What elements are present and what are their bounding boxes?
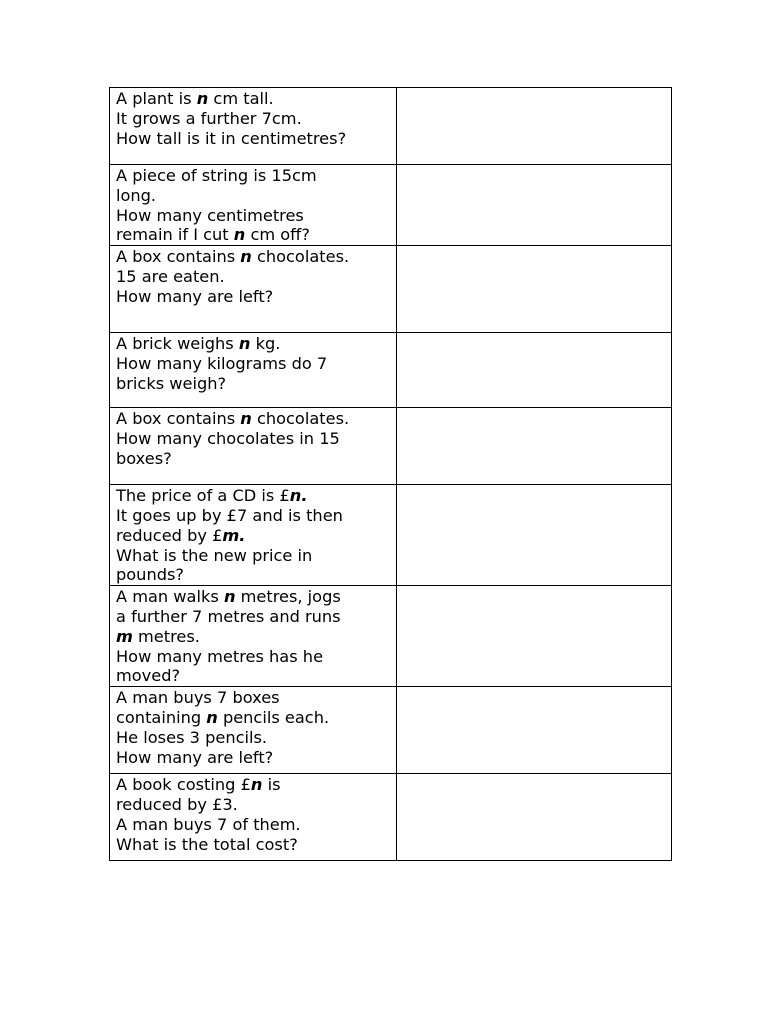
question-text: metres. bbox=[132, 626, 200, 646]
worksheet-table bbox=[109, 87, 672, 861]
question-line bbox=[116, 486, 390, 506]
question-text: A man buys 7 of them. bbox=[116, 814, 301, 834]
question-text: How tall is it in centimetres? bbox=[116, 128, 347, 148]
answer-cell[interactable] bbox=[397, 687, 672, 774]
question-text: How many chocolates in 15 bbox=[116, 428, 340, 448]
question-text: What is the total cost? bbox=[116, 834, 298, 854]
question-text: metres, jogs bbox=[235, 587, 341, 607]
question-line bbox=[116, 109, 390, 129]
question-line bbox=[116, 647, 390, 667]
question-text: moved? bbox=[116, 666, 181, 686]
question-line bbox=[116, 795, 390, 815]
question-text: reduced by £3. bbox=[116, 794, 238, 814]
question-cell bbox=[110, 586, 397, 687]
question-line bbox=[116, 429, 390, 449]
question-line bbox=[116, 666, 390, 686]
question-line bbox=[116, 506, 390, 526]
question-text: A man buys 7 boxes bbox=[116, 688, 280, 708]
question-cell bbox=[110, 246, 397, 333]
question-text: It goes up by £7 and is then bbox=[116, 505, 343, 525]
question-cell bbox=[110, 485, 397, 586]
question-text: How many are left? bbox=[116, 286, 274, 306]
question-line bbox=[116, 354, 390, 374]
question-text: A box contains bbox=[116, 247, 241, 267]
question-text: chocolates. bbox=[251, 409, 350, 429]
question-text: boxes? bbox=[116, 448, 172, 468]
question-cell bbox=[110, 687, 397, 774]
question-text: How many are left? bbox=[116, 747, 274, 767]
variable-symbol: n. bbox=[289, 486, 308, 506]
question-text: A man walks bbox=[116, 587, 224, 607]
variable-symbol: n bbox=[223, 587, 236, 607]
worksheet-row bbox=[110, 586, 672, 687]
question-text: chocolates. bbox=[251, 247, 350, 267]
question-text: cm off? bbox=[245, 225, 310, 245]
answer-cell[interactable] bbox=[397, 485, 672, 586]
variable-symbol: m. bbox=[222, 525, 246, 545]
worksheet-row bbox=[110, 333, 672, 408]
question-line bbox=[116, 546, 390, 566]
variable-symbol: n bbox=[233, 225, 246, 245]
question-line bbox=[116, 166, 390, 186]
question-line bbox=[116, 627, 390, 647]
question-text: bricks weigh? bbox=[116, 373, 227, 393]
variable-symbol: n bbox=[206, 707, 218, 727]
question-text: 15 are eaten. bbox=[116, 266, 225, 286]
question-line bbox=[116, 835, 390, 855]
question-line bbox=[116, 267, 390, 287]
question-text: is bbox=[262, 775, 281, 795]
question-cell bbox=[110, 165, 397, 246]
worksheet-row bbox=[110, 687, 672, 774]
question-text: cm tall. bbox=[208, 89, 274, 108]
question-line bbox=[116, 748, 390, 768]
worksheet-row bbox=[110, 485, 672, 586]
question-text: What is the new price in bbox=[116, 545, 313, 565]
question-text: long. bbox=[116, 185, 157, 205]
question-text: A plant is bbox=[116, 89, 197, 108]
variable-symbol: n bbox=[238, 334, 251, 354]
question-line bbox=[116, 186, 390, 206]
question-text: How many metres has he bbox=[116, 646, 324, 666]
answer-cell[interactable] bbox=[397, 586, 672, 687]
question-text: reduced by £ bbox=[116, 525, 223, 545]
question-line bbox=[116, 129, 390, 149]
question-text: kg. bbox=[250, 334, 281, 354]
question-line bbox=[116, 607, 390, 627]
question-text: A book costing £ bbox=[116, 775, 251, 795]
question-line bbox=[116, 334, 390, 354]
answer-cell[interactable] bbox=[397, 88, 672, 165]
worksheet-row bbox=[110, 246, 672, 333]
question-cell bbox=[110, 333, 397, 408]
worksheet-row bbox=[110, 165, 672, 246]
question-line bbox=[116, 688, 390, 708]
question-text: A box contains bbox=[116, 409, 241, 429]
question-text: The price of a CD is £ bbox=[116, 486, 290, 506]
question-line bbox=[116, 287, 390, 307]
question-cell bbox=[110, 774, 397, 861]
worksheet-row bbox=[110, 774, 672, 861]
question-text: pencils each. bbox=[217, 707, 330, 727]
question-text: He loses 3 pencils. bbox=[116, 727, 268, 747]
question-line bbox=[116, 775, 390, 795]
worksheet-row bbox=[110, 88, 672, 165]
variable-symbol: m bbox=[116, 626, 133, 646]
question-text: How many centimetres bbox=[116, 205, 304, 225]
worksheet-body bbox=[110, 88, 672, 861]
question-line bbox=[116, 526, 390, 546]
question-text: It grows a further 7cm. bbox=[116, 108, 302, 128]
question-line bbox=[116, 728, 390, 748]
variable-symbol: n bbox=[250, 775, 263, 795]
answer-cell[interactable] bbox=[397, 774, 672, 861]
question-line bbox=[116, 815, 390, 835]
variable-symbol: n bbox=[240, 247, 252, 267]
worksheet-row bbox=[110, 408, 672, 485]
question-line bbox=[116, 225, 390, 245]
question-line bbox=[116, 708, 390, 728]
question-text: pounds? bbox=[116, 565, 184, 585]
question-line bbox=[116, 409, 390, 429]
question-text: containing bbox=[116, 707, 207, 727]
question-line bbox=[116, 206, 390, 226]
question-line bbox=[116, 449, 390, 469]
question-cell bbox=[110, 408, 397, 485]
question-text: remain if I cut bbox=[116, 225, 234, 245]
variable-symbol: n bbox=[240, 409, 252, 429]
answer-cell[interactable] bbox=[397, 246, 672, 333]
question-text: a further 7 metres and runs bbox=[116, 606, 341, 626]
answer-cell[interactable] bbox=[397, 333, 672, 408]
answer-cell[interactable] bbox=[397, 165, 672, 246]
variable-symbol: n bbox=[196, 89, 209, 108]
question-text: A piece of string is 15cm bbox=[116, 166, 317, 185]
question-text: A brick weighs bbox=[116, 334, 239, 354]
question-line bbox=[116, 247, 390, 267]
question-line bbox=[116, 89, 390, 109]
question-line bbox=[116, 565, 390, 585]
question-line bbox=[116, 587, 390, 607]
question-line bbox=[116, 374, 390, 394]
question-text: How many kilograms do 7 bbox=[116, 353, 328, 373]
answer-cell[interactable] bbox=[397, 408, 672, 485]
question-cell bbox=[110, 88, 397, 165]
